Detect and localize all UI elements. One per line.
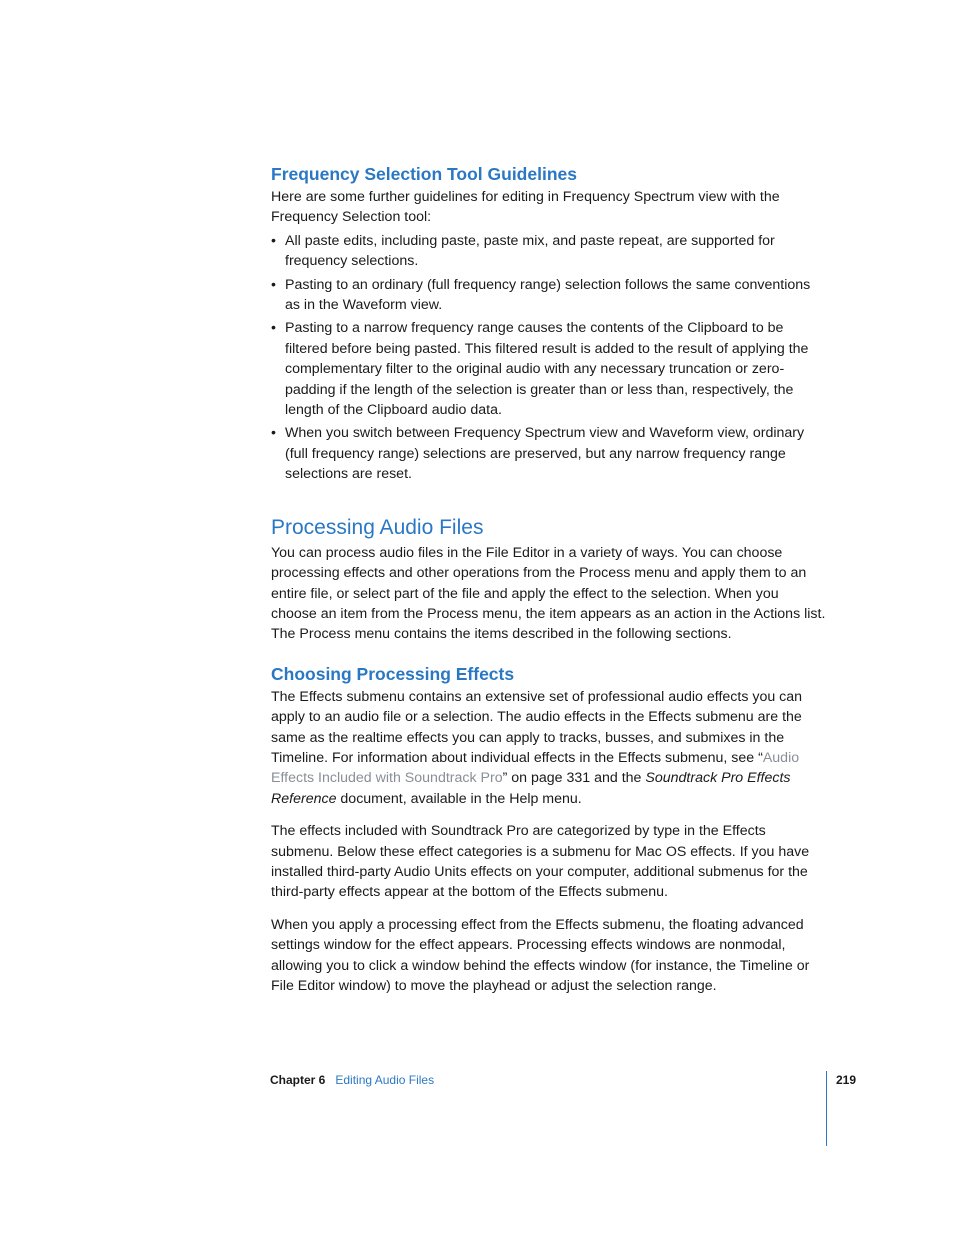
effects-paragraph-1: The Effects submenu contains an extensive set of professional audio effects you can apply to an audio file or a selection. The audio effects in the Effects submenu are the same as the realtime effects you can apply to tracks, busses, and submixes in the Timeline. For information about individual effects in the Effects submenu, see “Audio Effects Included with Soundtrack Pro” on page 331 and the Soundtrack Pro Effects Reference document, available in the Help menu.: [271, 688, 803, 807]
document-title: Soundtrack Pro Effects Reference: [271, 770, 791, 807]
section-heading-choosing-effects: Choosing Processing Effects: [271, 663, 515, 684]
list-item: • All paste edits, including paste, paste mix, and paste repeat, are supported for frequency selections.: [271, 232, 775, 270]
bullet-icon: •: [271, 320, 276, 337]
effects-paragraph-2: The effects included with Soundtrack Pro are categorized by type in the Effects submenu. Below these effect categories is a submenu for Mac OS effects. If you have installed third-party Audio Units effects on your computer, additional submenus for the third-party effects appear at the bottom of the Effects submenu.: [271, 823, 810, 901]
page-number: 219: [836, 1073, 857, 1087]
list-item: • Pasting to a narrow frequency range causes the contents of the Clipboard to be filtered before being pasted. This filtered result is added to the result of applying the complementary filter to the original audio with any necessary truncation or zero-padding if the length of the selection is greater than or less than, respectively, the length of the Clipboard audio data.: [271, 320, 809, 419]
section-heading-processing-audio: Processing Audio Files: [271, 515, 484, 539]
section-body: You can process audio files in the File Editor in a variety of ways. You can choose processing effects and other operations from the Process menu and apply them to an entire file, or select part of the file and apply the effect to the selection. When you choose an item from the Process menu, the item appears as an action in the Actions list. The Process menu contains the items described in the following sections.: [271, 544, 826, 643]
bullet-icon: •: [271, 232, 276, 249]
page-content: [271, 163, 827, 996]
guidelines-list: [271, 231, 827, 485]
chapter-title: Editing Audio Files: [335, 1073, 435, 1087]
page-footer: [270, 1072, 434, 1088]
section-heading-frequency-selection: Frequency Selection Tool Guidelines: [271, 164, 577, 184]
chapter-label: Chapter 6: [270, 1073, 326, 1087]
bullet-icon: •: [271, 276, 276, 293]
section-intro: Here are some further guidelines for editing in Frequency Spectrum view with the Frequency Selection tool:: [271, 189, 780, 226]
footer-divider: [826, 1071, 827, 1146]
list-item: • Pasting to an ordinary (full frequency range) selection follows the same conventions as in the Waveform view.: [271, 276, 811, 314]
cross-reference-link[interactable]: Audio Effects Included with Soundtrack Pro: [271, 749, 800, 787]
effects-paragraph-3: When you apply a processing effect from the Effects submenu, the floating advanced settings window for the effect appears. Processing effects windows are nonmodal, allowing you to click a window behind the effects window (for instance, the Timeline or File Editor window) to move the playhead or adjust the selection range.: [271, 916, 810, 994]
list-item: • When you switch between Frequency Spectrum view and Waveform view, ordinary (full frequency range) selections are preserved, but any narrow frequency range selections are reset.: [271, 425, 805, 483]
bullet-icon: •: [271, 425, 276, 442]
